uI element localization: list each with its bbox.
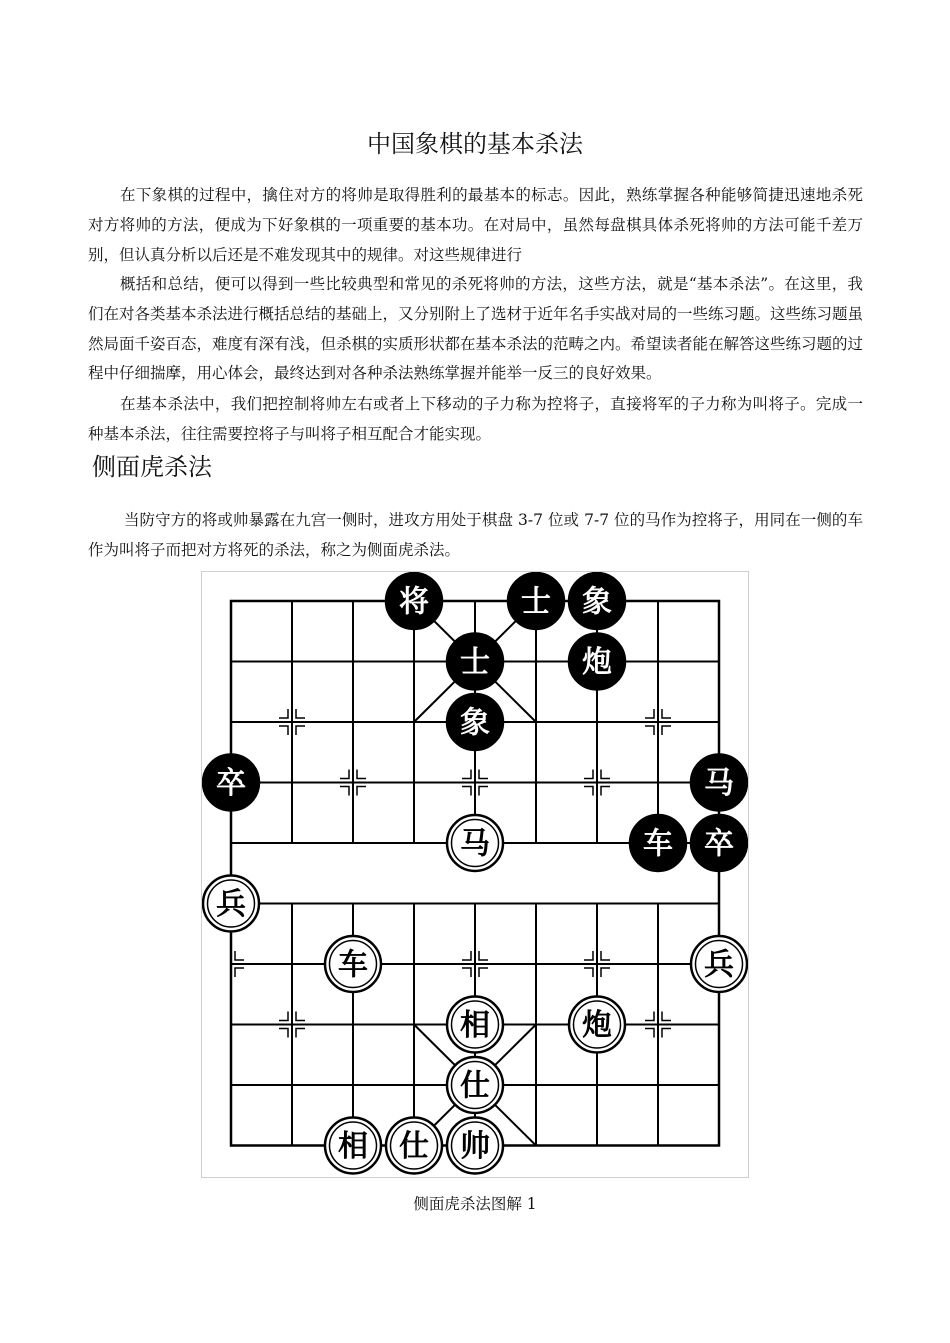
position-marker [601,951,610,960]
piece-label: 将 [399,584,429,620]
piece-label: 卒 [704,826,734,862]
position-marker [340,787,349,796]
position-marker [584,951,593,960]
position-marker [235,968,244,977]
position-marker [645,709,654,718]
piece-label: 帅 [460,1129,490,1164]
position-marker [296,1029,305,1038]
position-marker [584,770,593,779]
figure-caption: 侧面虎杀法图解 1 [413,1195,537,1213]
piece-label: 相 [338,1129,368,1164]
position-marker [662,709,671,718]
intro-paragraph-3: 在基本杀法中，我们把控制将帅左右或者上下移动的子力称为控将子，直接将军的子力称为叫将子。完成一种基本杀法，往往需要控将子与叫将子相互配合才能实现。 [88,395,863,443]
position-marker [584,787,593,796]
position-marker [462,951,471,960]
position-marker [340,770,349,779]
position-marker [645,726,654,735]
piece-label: 象 [460,705,490,741]
piece-label: 马 [704,766,734,801]
piece-label: 炮 [582,645,612,680]
piece-label: 马 [460,826,490,862]
piece-label: 仕 [460,1068,490,1104]
position-marker [279,1029,288,1038]
position-marker [601,968,610,977]
piece-label: 炮 [582,1008,612,1043]
intro-paragraph-1: 在下象棋的过程中，擒住对方的将帅是取得胜利的最基本的标志。因此，熟练掌握各种能够简捷迅速地杀死对方将帅的方法，便成为下好象棋的一项重要的基本功。在对局中，虽然每盘棋具体杀死将帅的方法可能千差万别，但认真分析以后还是不难发现其中的规律。对这些规律进行 [88,186,863,264]
position-marker [296,726,305,735]
position-marker [462,787,471,796]
document-title: 中国象棋的基本杀法 [367,130,583,158]
piece-label: 车 [643,826,673,862]
position-marker [601,787,610,796]
piece-label: 兵 [704,947,734,983]
position-marker [645,1029,654,1038]
chess-board-figure [201,571,749,1178]
position-marker [645,1012,654,1021]
position-marker [662,1012,671,1021]
position-marker [462,770,471,779]
section-heading: 侧面虎杀法 [92,453,212,481]
position-marker [662,726,671,735]
section-paragraph: 当防守方的将或帅暴露在九宫一侧时，进攻方用处于棋盘 3-7 位或 7-7 位的马作为控将子，用同在一侧的车作为叫将子而把对方将死的杀法，称之为侧面虎杀法。 [88,511,863,559]
position-marker [479,770,488,779]
position-marker [279,1012,288,1021]
piece-label: 仕 [399,1129,429,1164]
piece-label: 相 [460,1008,490,1043]
position-marker [357,770,366,779]
position-marker [279,709,288,718]
position-marker [296,709,305,718]
position-marker [462,968,471,977]
position-marker [479,968,488,977]
position-marker [479,787,488,796]
piece-label: 车 [338,947,368,983]
position-marker [296,1012,305,1021]
position-marker [279,726,288,735]
position-marker [601,770,610,779]
position-marker [235,951,244,960]
piece-label: 卒 [216,766,246,801]
chess-board [202,572,748,1177]
position-marker [584,968,593,977]
position-marker [662,1029,671,1038]
position-marker [479,951,488,960]
position-marker [357,787,366,796]
intro-paragraph-2: 概括和总结，便可以得到一些比较典型和常见的杀死将帅的方法，这些方法，就是“基本杀法”。在这里，我们在对各类基本杀法进行概括总结的基础上，又分别附上了选材于近年名手实战对局的一些练习题。这些练习题虽然局面千姿百态，难度有深有浅，但杀棋的实质形状都在基本杀法的范畴之内。希望读者能在解答这些练习题的过程中仔细揣摩，用心体会，最终达到对各种杀法熟练掌握并能举一反三的良好效果。 [88,275,864,383]
piece-label: 象 [582,584,612,620]
piece-label: 士 [521,584,551,620]
piece-label: 兵 [216,887,246,922]
piece-label: 士 [460,645,490,680]
